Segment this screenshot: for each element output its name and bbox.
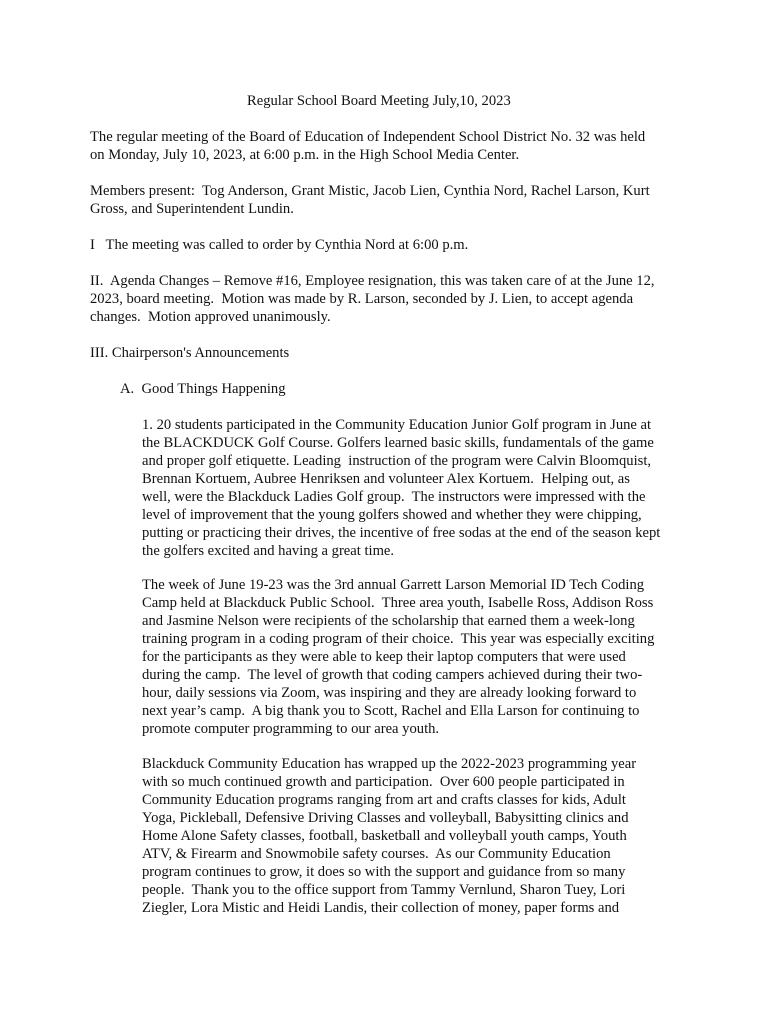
para2-line-4: training program in a coding program of their choice. This year was especially exciting [142,631,655,647]
subsection-a-heading: A. Good Things Happening [120,381,286,397]
para1-line-4: Brennan Kortuem, Aubree Henriksen and volunteer Alex Kortuem. Helping out, as [142,471,630,487]
para3-line-7: program continues to grow, it does so with the support and guidance from so many [142,864,626,880]
para1-line-5: well, were the Blackduck Ladies Golf group. The instructors were impressed with the [142,489,646,505]
item-2-line-1: II. Agenda Changes – Remove #16, Employee resignation, this was taken care of at the June 12, [90,273,655,289]
para1-line-3: and proper golf etiquette. Leading instruction of the program were Calvin Bloomquist, [142,453,652,469]
para2-line-7: hour, daily sessions via Zoom, was inspiring and they are already looking forward to [142,685,637,701]
para3-line-4: Yoga, Pickleball, Defensive Driving Classes and volleyball, Babysitting clinics and [142,810,629,826]
para1-line-1: 1. 20 students participated in the Community Education Junior Golf program in June at [142,417,652,433]
members-line-1: Members present: Tog Anderson, Grant Mistic, Jacob Lien, Cynthia Nord, Rachel Larson, Kurt [90,183,650,199]
para1-line-8: the golfers excited and having a great time. [142,543,395,559]
para3-line-8: people. Thank you to the office support from Tammy Vernlund, Sharon Tuey, Lori [142,882,626,898]
intro-line-2: on Monday, July 10, 2023, at 6:00 p.m. in the High School Media Center. [90,147,520,163]
para3-line-9: Ziegler, Lora Mistic and Heidi Landis, their collection of money, paper forms and [142,900,620,916]
document-title: Regular School Board Meeting July,10, 2023 [247,93,511,109]
para3-line-5: Home Alone Safety classes, football, basketball and volleyball youth camps, Youth [142,828,627,844]
members-line-2: Gross, and Superintendent Lundin. [90,201,294,217]
para3-line-1: Blackduck Community Education has wrapped up the 2022-2023 programming year [142,756,637,772]
para2-line-5: for the participants as they were able to keep their laptop computers that were used [142,649,626,665]
para2-line-9: promote computer programming to our area youth. [142,721,440,737]
para1-line-2: the BLACKDUCK Golf Course. Golfers learned basic skills, fundamentals of the game [142,435,654,451]
para1-line-6: level of improvement that the young golfers showed and whether they were chipping, [142,507,642,523]
item-1-call-to-order: I The meeting was called to order by Cynthia Nord at 6:00 p.m. [90,237,469,253]
para2-line-2: Camp held at Blackduck Public School. Three area youth, Isabelle Ross, Addison Ross [142,595,654,611]
para3-line-3: Community Education programs ranging from art and crafts classes for kids, Adult [142,792,626,808]
para3-line-2: with so much continued growth and participation. Over 600 people participated in [142,774,625,790]
para2-line-8: next year’s camp. A big thank you to Scott, Rachel and Ella Larson for continuing to [142,703,640,719]
para2-line-1: The week of June 19-23 was the 3rd annual Garrett Larson Memorial ID Tech Coding [142,577,645,593]
intro-line-1: The regular meeting of the Board of Education of Independent School District No. 32 was held [90,129,646,145]
item-2-line-3: changes. Motion approved unanimously. [90,309,331,325]
para2-line-6: during the camp. The level of growth that coding campers achieved during their two- [142,667,643,683]
para1-line-7: putting or practicing their drives, the incentive of free sodas at the end of the season kept [142,525,661,541]
item-3-heading: III. Chairperson's Announcements [90,345,290,361]
para2-line-3: and Jasmine Nelson were recipients of the scholarship that earned them a week-long [142,613,635,629]
item-2-line-2: 2023, board meeting. Motion was made by R. Larson, seconded by J. Lien, to accept agenda [90,291,634,307]
para3-line-6: ATV, & Firearm and Snowmobile safety courses. As our Community Education [142,846,611,862]
